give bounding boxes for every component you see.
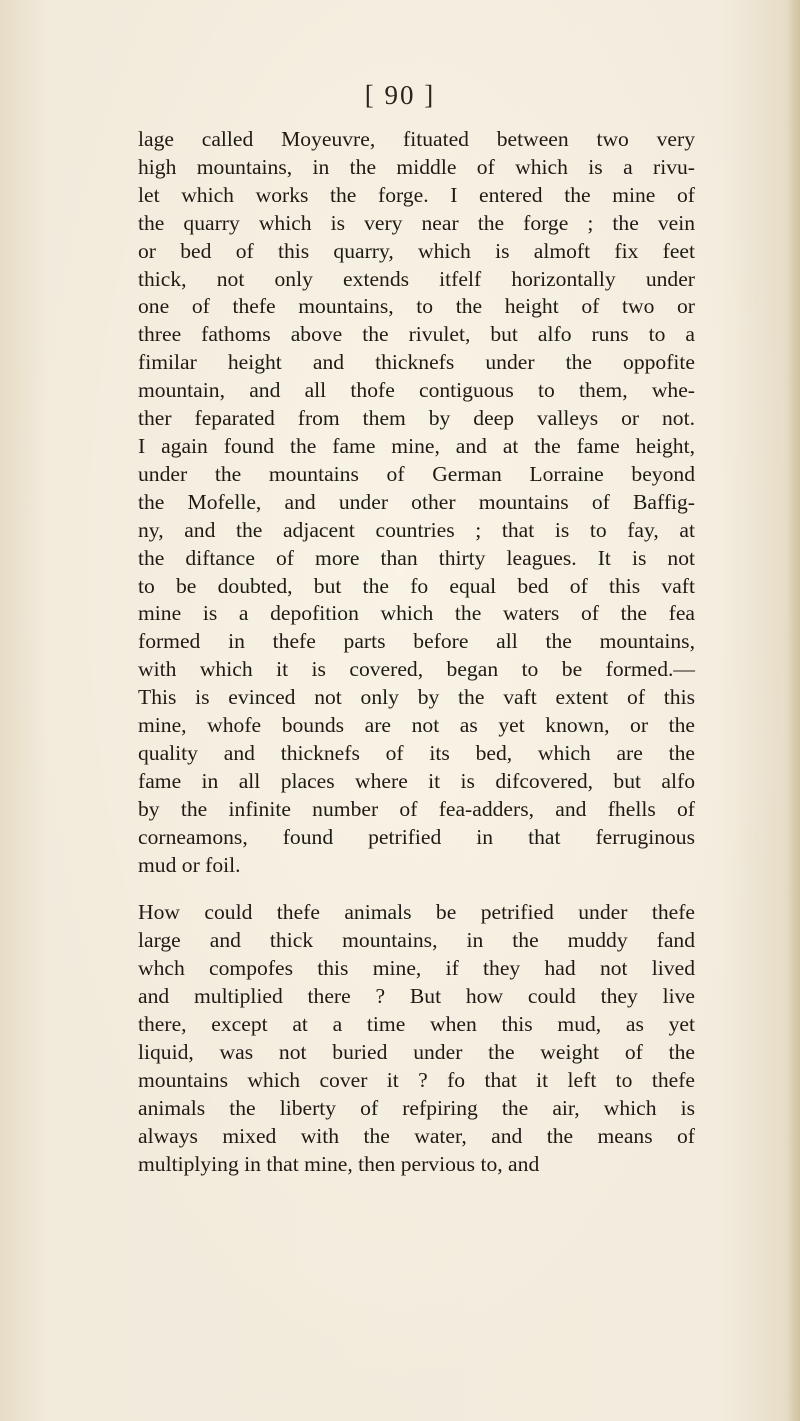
page-edge-shading xyxy=(786,0,800,1421)
text-line: large and thick mountains, in the muddy fand xyxy=(138,928,695,953)
body-text xyxy=(138,126,695,1179)
text-line: or bed of this quarry, which is almoft fix feet xyxy=(138,238,695,263)
text-line: mud or foil. xyxy=(138,852,241,877)
page-number: [ 90 ] xyxy=(364,80,436,110)
text-line: ther feparated from them by deep valleys or not. xyxy=(138,406,695,431)
text-line: the Mofelle, and under other mountains of Baffig- xyxy=(138,489,695,514)
text-line: the quarry which is very near the forge ; the vein xyxy=(138,210,695,235)
text-line: mine is a depofition which the waters of the fea xyxy=(138,601,695,626)
text-line: liquid, was not buried under the weight of the xyxy=(138,1040,695,1064)
text-line: three fathoms above the rivulet, but alfo runs to a xyxy=(138,322,695,347)
text-line: formed in thefe parts before all the mountains, xyxy=(138,629,695,654)
paragraph-2 xyxy=(138,899,695,1178)
text-line: there, except at a time when this mud, as yet xyxy=(138,1012,695,1037)
text-line: mountain, and all thofe contiguous to them, whe- xyxy=(138,378,695,403)
text-line: and multiplied there ? But how could they live xyxy=(138,984,695,1009)
text-line: the diftance of more than thirty leagues. It is not xyxy=(138,545,695,570)
text-line: with which it is covered, began to be formed.— xyxy=(138,657,695,682)
text-line: by the infinite number of fea-adders, and fhells of xyxy=(138,796,695,821)
text-line: I again found the fame mine, and at the fame height, xyxy=(138,433,695,458)
text-line: mine, whofe bounds are not as yet known, or the xyxy=(138,713,695,738)
text-line: fame in all places where it is difcovered, but alfo xyxy=(138,768,695,793)
text-line: This is evinced not only by the vaft extent of this xyxy=(138,685,695,710)
text-line: to be doubted, but the fo equal bed of this vaft xyxy=(138,573,695,598)
text-line: quality and thicknefs of its bed, which are the xyxy=(138,740,695,765)
text-line: ny, and the adjacent countries ; that is to fay, at xyxy=(138,517,695,542)
text-line: How could thefe animals be petrified under thefe xyxy=(138,900,695,925)
text-line: whch compofes this mine, if they had not lived xyxy=(138,956,695,981)
text-line: always mixed with the water, and the means of xyxy=(138,1123,695,1148)
text-line: multiplying in that mine, then pervious to, and xyxy=(138,1151,540,1176)
text-line: animals the liberty of refpiring the air, which is xyxy=(138,1095,695,1120)
text-line: one of thefe mountains, to the height of two or xyxy=(138,294,695,319)
text-line: mountains which cover it ? fo that it left to thefe xyxy=(138,1067,695,1092)
text-line: lage called Moyeuvre, fituated between two very xyxy=(138,127,695,151)
text-line: high mountains, in the middle of which is a rivu- xyxy=(138,154,695,179)
text-line: fimilar height and thicknefs under the oppofite xyxy=(138,350,695,375)
paragraph-1 xyxy=(138,126,695,879)
text-line: corneamons, found petrified in that ferruginous xyxy=(138,824,695,849)
text-line: thick, not only extends itfelf horizontally under xyxy=(138,266,695,291)
text-line: let which works the forge. I entered the mine of xyxy=(138,182,695,207)
text-line: under the mountains of German Lorraine beyond xyxy=(138,461,695,486)
